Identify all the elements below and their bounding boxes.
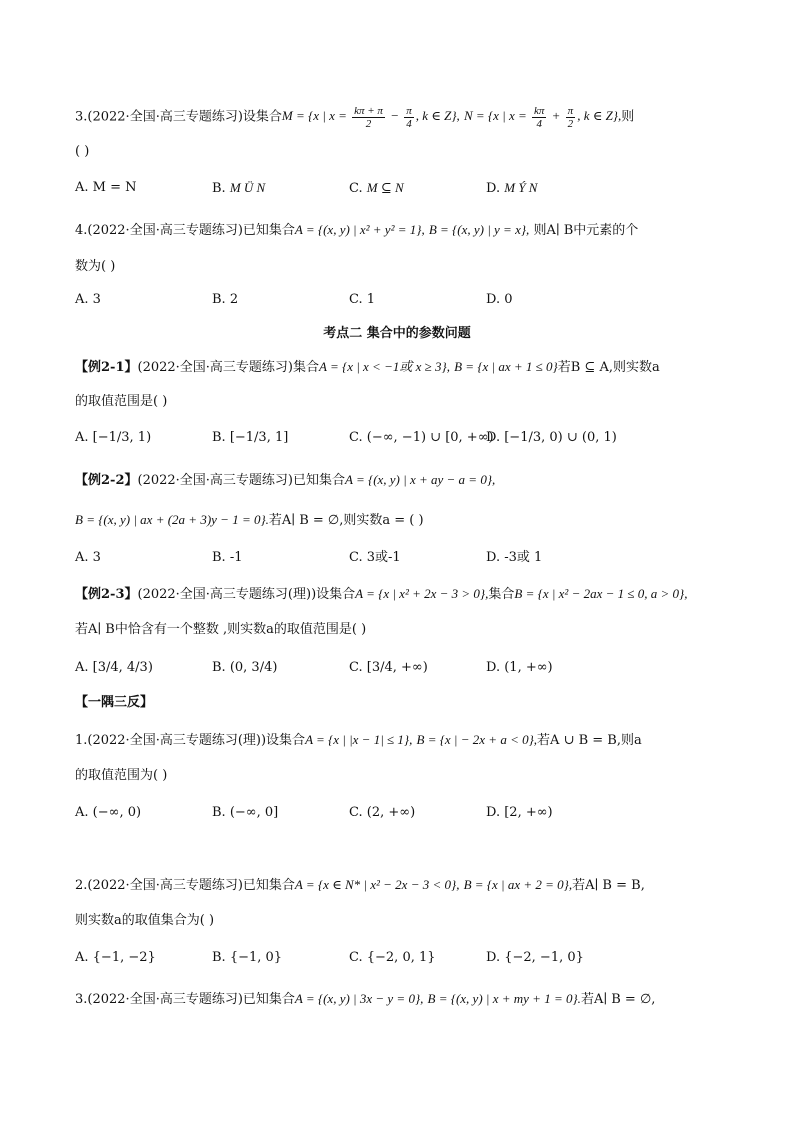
ex1-set-b: B = {x | ax + 1 ≤ 0}	[454, 359, 558, 374]
p2-option-b: B. {−1, 0}	[212, 950, 283, 965]
ex2-set-b: B = {(x, y) | ax + (2a + 3)y − 1 = 0}.	[75, 512, 269, 527]
q4-line1: 4.(2022·全国·高三专题练习)已知集合A = {(x, y) | x² + y² = 1}, B = {(x, y) | y = x}, 则A∣ B中元素的个	[75, 222, 639, 238]
q3-option-d: D. M Ý N	[486, 180, 538, 196]
p1-option-a: A. (−∞, 0)	[75, 805, 142, 820]
p2-option-d: D. {−2, −1, 0}	[486, 950, 584, 965]
p1-set-a: A = {x | |x − 1| ≤ 1},	[305, 732, 413, 747]
q4-line2: 数为( )	[75, 259, 116, 274]
q3-line1: 3.(2022·全国·高三专题练习)设集合M = {x | x = $\frac{k\pi + \pi}{2}$ − $\frac{\pi}{4}$ , k ∈ Z}, N = {x | x = $\frac{k\pi}{4}$ + $\frac{\pi}{2}$ , k ∈ Z},则	[75, 105, 635, 130]
ex3-option-a: A. [3/4, 4/3)	[75, 660, 153, 675]
ex2-line2: B = {(x, y) | ax + (2a + 3)y − 1 = 0}.若A∣ B = ∅,则实数a = ( )	[75, 512, 424, 528]
p2-option-a: A. {−1, −2}	[75, 950, 156, 965]
q3-paren: ( )	[75, 144, 90, 159]
ex2-option-d: D. -3或 1	[486, 550, 543, 565]
ex2-set-a: A = {(x, y) | x + ay − a = 0},	[345, 472, 496, 487]
p3-set-a: A = {(x, y) | 3x − y = 0},	[294, 991, 424, 1006]
ex1-set-a: A = {x | x < −1或 x ≥ 3},	[319, 359, 450, 374]
q3-set-n: N = {x | x = $\frac{k\pi}{4}$ + $\frac{\pi}{2}$ , k ∈ Z},	[463, 105, 622, 130]
p2-line2: 则实数a的取值集合为( )	[75, 913, 215, 928]
ex1-option-a: A. [−1/3, 1)	[75, 430, 152, 445]
ex1-line2: 的取值范围是( )	[75, 394, 168, 409]
p1-line1: 1.(2022·全国·高三专题练习(理))设集合A = {x | |x − 1| ≤ 1}, B = {x | − 2x + a < 0},若A ∪ B = B,则a	[75, 732, 642, 748]
ex2-line1: 【例2-2】(2022·全国·高三专题练习)已知集合A = {(x, y) | x + ay − a = 0},	[75, 472, 496, 488]
q4-option-d: D. 0	[486, 292, 513, 307]
q3-source: (2022·全国·高三专题练习)	[87, 109, 243, 125]
q4-option-b: B. 2	[212, 292, 239, 307]
q4-option-a: A. 3	[75, 292, 101, 307]
q3-number: 3.	[75, 109, 88, 125]
p2-set-b: B = {x | ax + 2 = 0},	[463, 877, 573, 892]
ex2-option-b: B. -1	[212, 550, 243, 565]
ex3-option-c: C. [3/4, +∞)	[349, 660, 428, 675]
ex1-line1: 【例2-1】(2022·全国·高三专题练习)集合A = {x | x < −1或 x ≥ 3}, B = {x | ax + 1 ≤ 0}若B ⊆ A,则实数a	[75, 359, 660, 375]
p1-option-c: C. (2, +∞)	[349, 805, 416, 820]
ex1-tag: 【例2-1】	[75, 360, 138, 375]
q3-set-m: M = {x | x = $\frac{k\pi + \pi}{2}$ − $\frac{\pi}{4}$ , k ∈ Z},	[281, 105, 460, 130]
ex3-set-a: A = {x | x² + 2x − 3 > 0},	[355, 586, 489, 601]
q4-set-b: B = {(x, y) | y = x},	[428, 222, 530, 237]
ex3-line1: 【例2-3】(2022·全国·高三专题练习(理))设集合A = {x | x² + 2x − 3 > 0},集合B = {x | x² − 2ax − 1 ≤ 0, a > 0},	[75, 586, 688, 602]
ex1-option-d: D. [−1/3, 0) ∪ (0, 1)	[486, 430, 617, 445]
ex2-tag: 【例2-2】	[75, 473, 138, 488]
p2-line1: 2.(2022·全国·高三专题练习)已知集合A = {x ∈ N* | x² − 2x − 3 < 0}, B = {x | ax + 2 = 0},若A∣ B = B,	[75, 877, 645, 893]
p2-option-c: C. {−2, 0, 1}	[349, 950, 436, 965]
ex3-line2: 若A∣ B中恰含有一个整数 ,则实数a的取值范围是( )	[75, 622, 367, 637]
ex1-option-b: B. [−1/3, 1]	[212, 430, 289, 445]
section-title: 考点二 集合中的参数问题	[323, 326, 471, 341]
p1-option-b: B. (−∞, 0]	[212, 805, 279, 820]
p1-set-b: B = {x | − 2x + a < 0},	[416, 732, 538, 747]
q3-option-a: A. M = N	[75, 180, 137, 195]
p1-line2: 的取值范围为( )	[75, 768, 168, 783]
p2-set-a: A = {x ∈ N* | x² − 2x − 3 < 0},	[294, 877, 460, 892]
p3-set-b: B = {(x, y) | x + my + 1 = 0}.	[427, 991, 581, 1006]
ex2-option-a: A. 3	[75, 550, 101, 565]
ex1-option-c: C. (−∞, −1) ∪ [0, +∞)	[349, 430, 494, 445]
p1-option-d: D. [2, +∞)	[486, 805, 553, 820]
ex3-set-b: B = {x | x² − 2ax − 1 ≤ 0, a > 0},	[514, 586, 688, 601]
ex2-option-c: C. 3或-1	[349, 550, 401, 565]
q4-set-a: A = {(x, y) | x² + y² = 1},	[294, 222, 425, 237]
section-heading-practice: 【一隅三反】	[75, 695, 154, 710]
q3-option-b: B. M Ü N	[212, 180, 266, 196]
p3-line1: 3.(2022·全国·高三专题练习)已知集合A = {(x, y) | 3x − y = 0}, B = {(x, y) | x + my + 1 = 0}.若A∣ B = ∅,	[75, 991, 656, 1007]
q4-option-c: C. 1	[349, 292, 376, 307]
ex3-tag: 【例2-3】	[75, 587, 138, 602]
ex3-option-b: B. (0, 3/4)	[212, 660, 278, 675]
q3-option-c: C. M ⊆ N	[349, 180, 404, 196]
ex3-option-d: D. (1, +∞)	[486, 660, 553, 675]
